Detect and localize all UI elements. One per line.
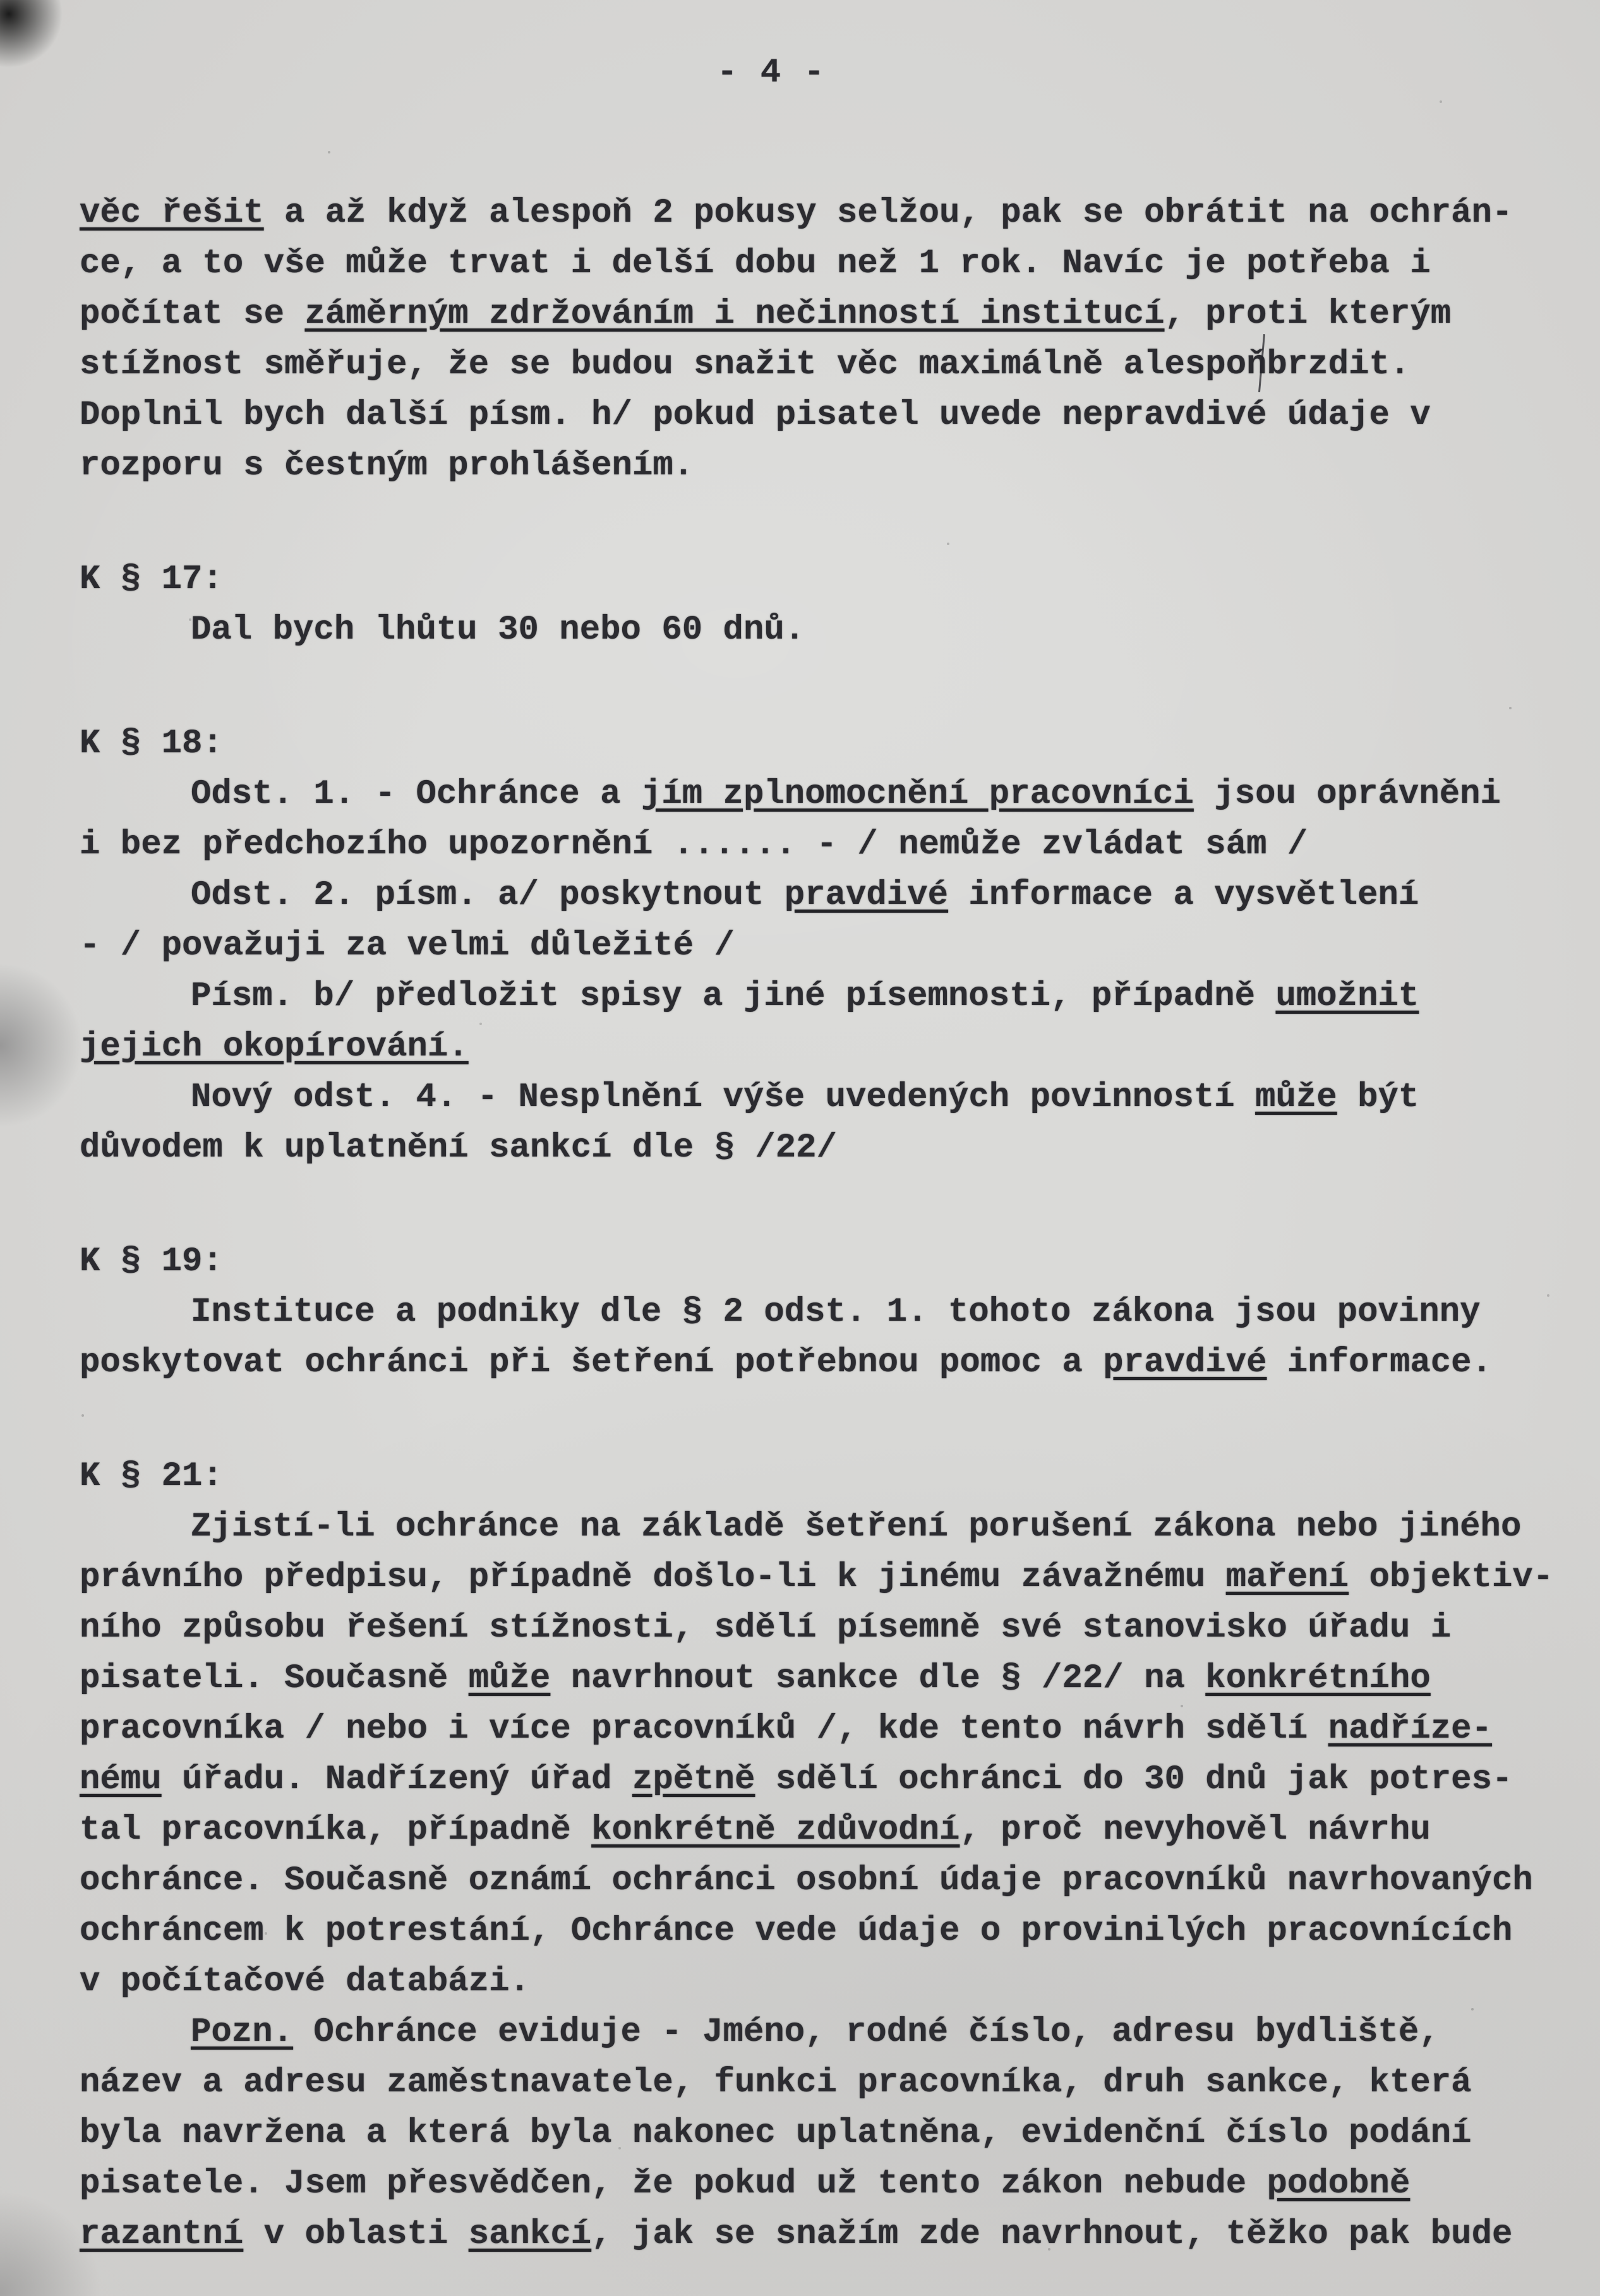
underlined-text: zpětně [632, 1760, 755, 1799]
text-segment: - / považuji za velmi důležité / [80, 927, 735, 965]
text-segment: , proti kterým [1164, 295, 1452, 334]
text-line [80, 605, 1575, 656]
text-segment: poskytovat ochránci při šetření potřebnou pomoc a [80, 1343, 1104, 1382]
text-segment: ochráncem k potrestání, Ochránce vede údaje o provinilých pracovnících [80, 1912, 1513, 1950]
paragraph-gap [80, 656, 1575, 719]
text-segment: Písm. b/ předložit spisy a jiné písemnosti, případně [191, 977, 1276, 1016]
text-segment: Nový odst. 4. - Nesplnění výše uvedených povinností [191, 1078, 1256, 1117]
underlined-text: Pozn. [191, 2013, 294, 2052]
text-segment: sdělí ochránci do 30 dnů jak potres- [755, 1760, 1513, 1799]
text-line [80, 921, 1575, 971]
underlined-text: pravdivé [784, 876, 949, 915]
text-segment: v počítačové databázi. [80, 1962, 530, 2001]
text-line [80, 1123, 1575, 1174]
text-segment: Doplnil bych další písm. h/ pokud pisatel uvede nepravdivé údaje v [80, 396, 1431, 435]
underlined-text: může [1255, 1078, 1337, 1117]
text-line [80, 1553, 1575, 1603]
text-segment: počítat se [80, 295, 305, 334]
text-line [80, 188, 1575, 239]
text-segment: brzdit. [1266, 346, 1411, 384]
section-heading [80, 1452, 1575, 1502]
text-line [80, 971, 1575, 1022]
underlined-text: věc řešit [80, 194, 264, 232]
paragraph-gap [80, 491, 1575, 555]
text-segment: Dal bych lhůtu 30 nebo 60 dnů. [191, 611, 805, 649]
text-line [80, 2159, 1575, 2209]
underlined-text: může [468, 1659, 551, 1698]
text-segment: byla navržena a která byla nakonec uplatněna, evidenční číslo podání [80, 2114, 1472, 2153]
text-line [80, 1022, 1575, 1073]
text-line [80, 870, 1575, 921]
text-segment: , proč nevyhověl návrhu [959, 1811, 1431, 1849]
text-segment: úřadu. Nadřízený úřad [161, 1760, 632, 1799]
text-segment: jsou oprávněni [1193, 775, 1501, 814]
section-heading [80, 555, 1575, 605]
underlined-text: konkrétně zdůvodní [591, 1811, 960, 1849]
text-segment: pisateli. Současně [80, 1659, 469, 1698]
text-line [80, 441, 1575, 491]
underlined-text: podobně [1266, 2165, 1411, 2203]
text-segment: důvodem k uplatnění sankcí dle § /22/ [80, 1129, 837, 1167]
underlined-text: jejich okopírování. [80, 1028, 469, 1066]
paragraph-gap [80, 1388, 1575, 1452]
text-segment: v oblasti [243, 2215, 469, 2254]
underlined-text: nadříze- [1328, 1710, 1492, 1748]
text-line [80, 1287, 1575, 1338]
text-segment: Instituce a podniky dle § 2 odst. 1. tohoto zákona jsou povinny [191, 1293, 1481, 1331]
text-segment: ochránce. Současně oznámí ochránci osobní údaje pracovníků navrhovaných [80, 1861, 1533, 1900]
text-segment: právního předpisu, případně došlo-li k jinému závažnému [80, 1558, 1226, 1597]
text-segment: rozporu s čestným prohlášením. [80, 447, 694, 485]
text-line [80, 239, 1575, 289]
text-line [80, 1957, 1575, 2007]
text-segment: informace a vysvětlení [948, 876, 1419, 915]
underlined-text: pravdivé [1103, 1343, 1267, 1382]
text-segment: Ochránce eviduje - Jméno, rodné číslo, adresu bydliště, [293, 2013, 1440, 2052]
text-segment: navrhnout sankce dle § /22/ na [550, 1659, 1206, 1698]
text-segment: název a adresu zaměstnavatele, funkci pracovníka, druh sankce, která [80, 2064, 1472, 2102]
text-line [80, 1338, 1575, 1388]
text-line [80, 1502, 1575, 1553]
text-segment: stížnost směřuje, že se budou snažit věc maximálně alespoň [80, 346, 1267, 384]
text-segment: Odst. 1. - Ochránce a [191, 775, 641, 814]
text-line [80, 1856, 1575, 1906]
section-heading [80, 1237, 1575, 1287]
text-segment: K § 17: [80, 560, 223, 599]
underlined-text: razantní [80, 2215, 244, 2254]
text-segment: tal pracovníka, případně [80, 1811, 592, 1849]
underlined-text: záměrným zdržováním i nečinností institucí [304, 295, 1165, 334]
text-segment: , jak se snažím zde navrhnout, těžko pak bude [591, 2215, 1513, 2254]
text-line [80, 289, 1575, 340]
text-line [80, 2209, 1575, 2260]
text-segment: objektiv- [1349, 1558, 1554, 1597]
text-line [80, 1603, 1575, 1654]
text-segment: K § 21: [80, 1457, 223, 1496]
text-segment: Zjistí-li ochránce na základě šetření porušení zákona nebo jiného [191, 1508, 1522, 1546]
text-line [80, 1805, 1575, 1856]
text-segment: a až když alespoň 2 pokusy selžou, pak se obrátit na ochrán- [263, 194, 1513, 232]
text-segment: pisatele. Jsem přesvědčen, že pokud už tento zákon nebude [80, 2165, 1267, 2203]
text-segment: ce, a to vše může trvat i delší dobu než 1 rok. Navíc je potřeba i [80, 244, 1431, 283]
text-line [80, 1073, 1575, 1123]
text-line [80, 769, 1575, 820]
text-line [80, 2108, 1575, 2159]
text-segment: K § 18: [80, 724, 223, 763]
text-segment: informace. [1266, 1343, 1492, 1382]
text-line [80, 340, 1575, 390]
text-line [80, 390, 1575, 441]
underlined-text: maření [1225, 1558, 1349, 1597]
page-number: - 4 - [717, 54, 826, 92]
text-segment: ního způsobu řešení stížnosti, sdělí písemně své stanovisko úřadu i [80, 1609, 1452, 1647]
text-line [80, 1704, 1575, 1755]
dust-specks [0, 0, 1, 1]
text-line [80, 2007, 1575, 2058]
text-segment: pracovníka / nebo i více pracovníků /, kde tento návrh sdělí [80, 1710, 1328, 1748]
underlined-text: umožnit [1275, 977, 1419, 1016]
underlined-text: konkrétního [1205, 1659, 1431, 1698]
text-segment: Odst. 2. písm. a/ poskytnout [191, 876, 785, 915]
text-line [80, 820, 1575, 870]
paragraph-gap [80, 1174, 1575, 1237]
text-line [80, 2058, 1575, 2108]
underlined-text: sankcí [468, 2215, 592, 2254]
text-segment: K § 19: [80, 1242, 223, 1281]
text-line [80, 1654, 1575, 1704]
text-line [80, 1755, 1575, 1805]
underlined-text: jím zplnomocnění pracovníci [641, 775, 1194, 814]
text-line [80, 1906, 1575, 1957]
section-heading [80, 719, 1575, 769]
text-segment: být [1337, 1078, 1419, 1117]
text-segment: i bez předchozího upozornění ...... - / nemůže zvládat sám / [80, 826, 1308, 864]
document-body [80, 188, 1575, 2260]
underlined-text: nému [80, 1760, 162, 1799]
